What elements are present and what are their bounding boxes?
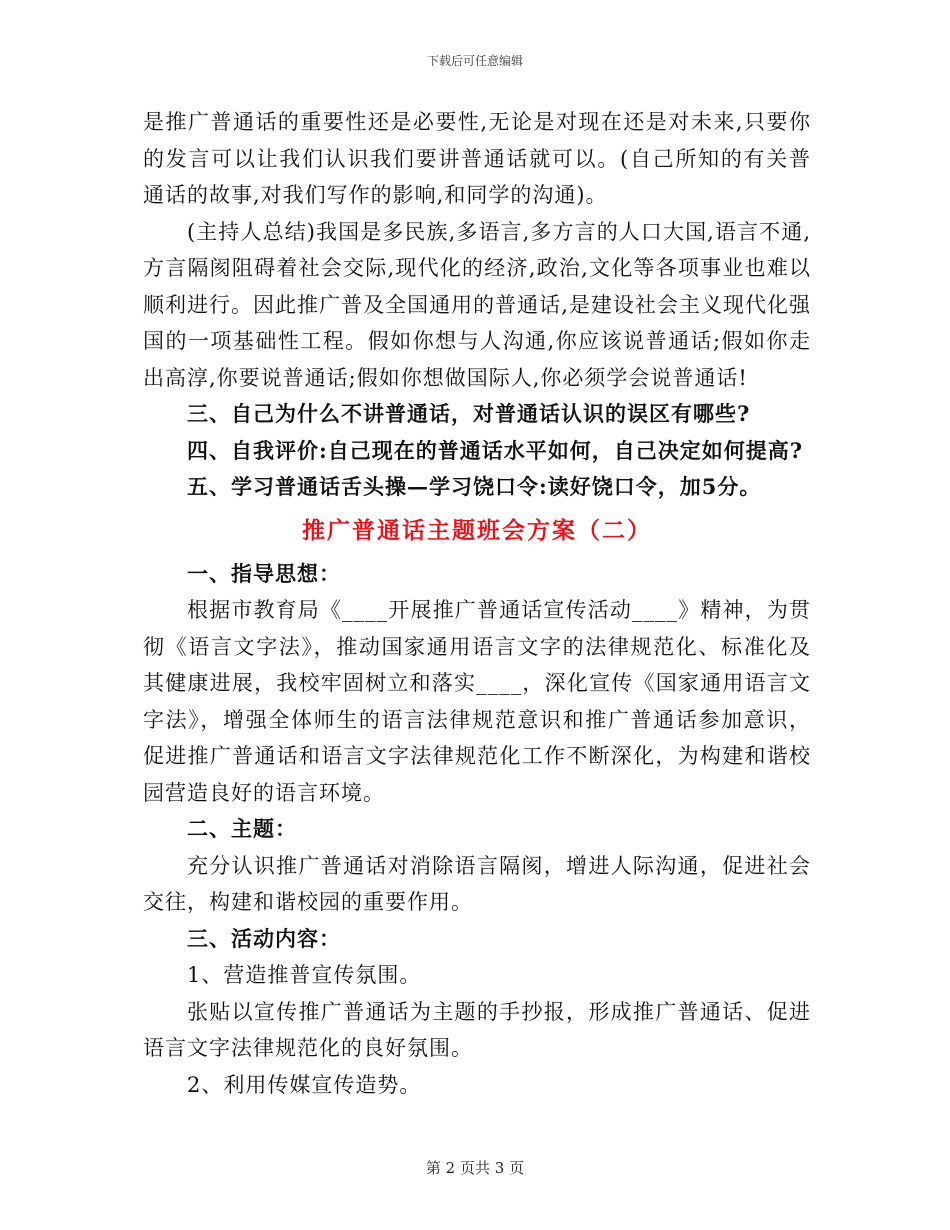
paragraph-guiding-ideology: 根据市教育局《____开展推广普通话宣传活动____》精神，为贯彻《语言文字法》，推动国家通用语言文字的法律规范化、标准化及其健康进展，我校牢固树立和落实____，深化宣传《国家通用语言文字法》，增强全体师生的语言法律规范意识和推广普通话参加意识，促进推广普通话和语言文字法律规范化工作不断深化，为构建和谐校园营造良好的语言环境。	[143, 598, 811, 805]
list-item-one: 1、营造推普宣传氛围。	[187, 963, 422, 987]
paragraph-host-summary: (主持人总结)我国是多民族,多语言,多方言的人口大国,语言不通,方言隔阂阻碍着社会交际,现代化的经济,政治,文化等各项事业也难以顺利进行。因此推广普及全国通用的普通话,是建设社会主义现代化强国的一项基础性工程。假如你想与人沟通,你应该说普通话;假如你走出高淳,你要说普通话;假如你想做国际人,你必须学会说普通话!	[143, 219, 811, 390]
heading-item-four: 四、自我评价:自己现在的普通话水平如何，自己决定如何提高?	[187, 437, 804, 463]
paragraph-theme: 充分认识推广普通话对消除语言隔阂，增进人际沟通，促进社会交往，构建和谐校园的重要作用。	[143, 853, 811, 914]
section-title: 推广普通话主题班会方案（二）	[302, 516, 652, 544]
page-footer-number: 第 2 页共 3 页	[425, 1159, 525, 1177]
document-body	[143, 104, 811, 1103]
heading-activity-content: 三、活动内容：	[187, 925, 341, 951]
list-item-two: 2、利用传媒宣传造势。	[187, 1072, 422, 1097]
page-header-note: 下载后可任意编辑	[426, 54, 523, 68]
heading-item-three: 三、自己为什么不讲普通话，对普通话认识的误区有哪些?	[187, 401, 751, 426]
heading-guiding-ideology: 一、指导思想：	[187, 560, 341, 586]
paragraph-item-one: 张贴以宣传推广普通话为主题的手抄报，形成推广普通话、促进语言文字法律规范化的良好氛围。	[143, 999, 811, 1060]
heading-theme: 二、主题：	[187, 816, 297, 841]
heading-item-five: 五、学习普通话舌头操—学习饶口令:读好饶口令，加5分。	[187, 474, 762, 499]
paragraph-intro-continuation: 是推广普通话的重要性还是必要性,无论是对现在还是对未来,只要你的发言可以让我们认识我们要讲普通话就可以。(自己所知的有关普通话的故事,对我们写作的影响,和同学的沟通)。	[143, 110, 811, 207]
